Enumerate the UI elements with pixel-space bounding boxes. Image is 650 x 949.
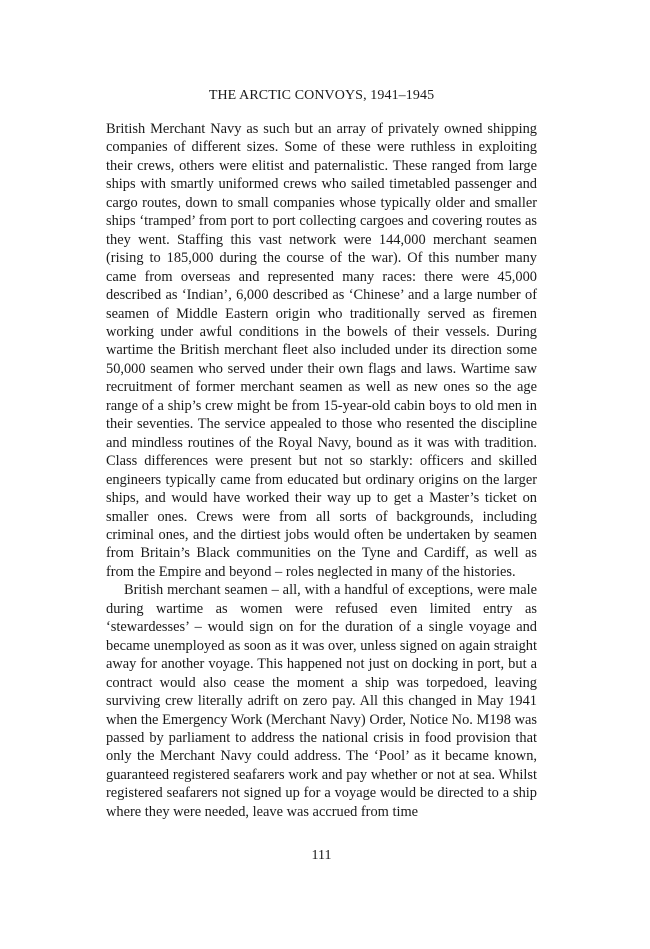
running-head: THE ARCTIC CONVOYS, 1941–1945 [208, 88, 435, 103]
paragraph-1: British Merchant Navy as such but an array of privately owned shipping companies of different sizes. Some of these were ruthless in exploiting their crews, others were elitist and paternalistic. These ranged from large ships with smartly uniformed crews who sailed timetabled passenger and cargo routes, down to small companies whose typically older and smaller ships ‘tramped’ from port to port collecting cargoes and covering routes as they went. Staffing this vast network were 144,000 merchant seamen (rising to 185,000 during the course of the war). Of this number many came from overseas and represented many races: there were 45,000 described as ‘Indian’, 6,000 described as ‘Chinese’ and a large number of seamen of Middle Eastern origin who traditionally served as firemen working under awful conditions in the bowels of their vessels. During wartime the British merchant fleet also included under its direction some 50,000 seamen who served under their own flags and laws. Wartime saw recruitment of former merchant seamen as well as new ones so the age range of a ship’s crew might be from 15-year-old cabin boys to old men in their seventies. The service appealed to those who resented the discipline and mindless routines of the Royal Navy, bound as it was with tradition. Class differences were present but not so starkly: officers and skilled engineers typically came from educated but ordinary origins on the larger ships, and would have worked their way up to get a Master’s ticket on smaller ones. Crews were from all sorts of backgrounds, including criminal ones, and the dirtiest jobs would often be undertaken by seamen from Britain’s Black communities on the Tyne and Cardiff, as well as from the Empire and beyond – roles neglected in many of the histories. [106, 121, 537, 580]
paragraph-2: British merchant seamen – all, with a handful of exceptions, were male during wartime as women were refused even limited entry as ‘stewardesses’ – would sign on for the duration of a single voyage and became unemployed as soon as it was over, unless signed on again straight away for another voyage. This happened not just on docking in port, but a contract would also cease the moment a ship was torpedoed, leaving surviving crew literally adrift on zero pay. All this changed in May 1941 when the Emergency Work (Merchant Navy) Order, Notice No. M198 was passed by parliament to address the national crisis in food provision that only the Merchant Navy could address. The ‘Pool’ as it became known, guaranteed registered seafarers work and pay whether or not at sea. Whilst registered seafarers not signed up for a voyage would be directed to a ship where they were needed, leave was accrued from time [106, 582, 537, 820]
body-text [106, 120, 537, 821]
page-number: 111 [311, 848, 332, 863]
